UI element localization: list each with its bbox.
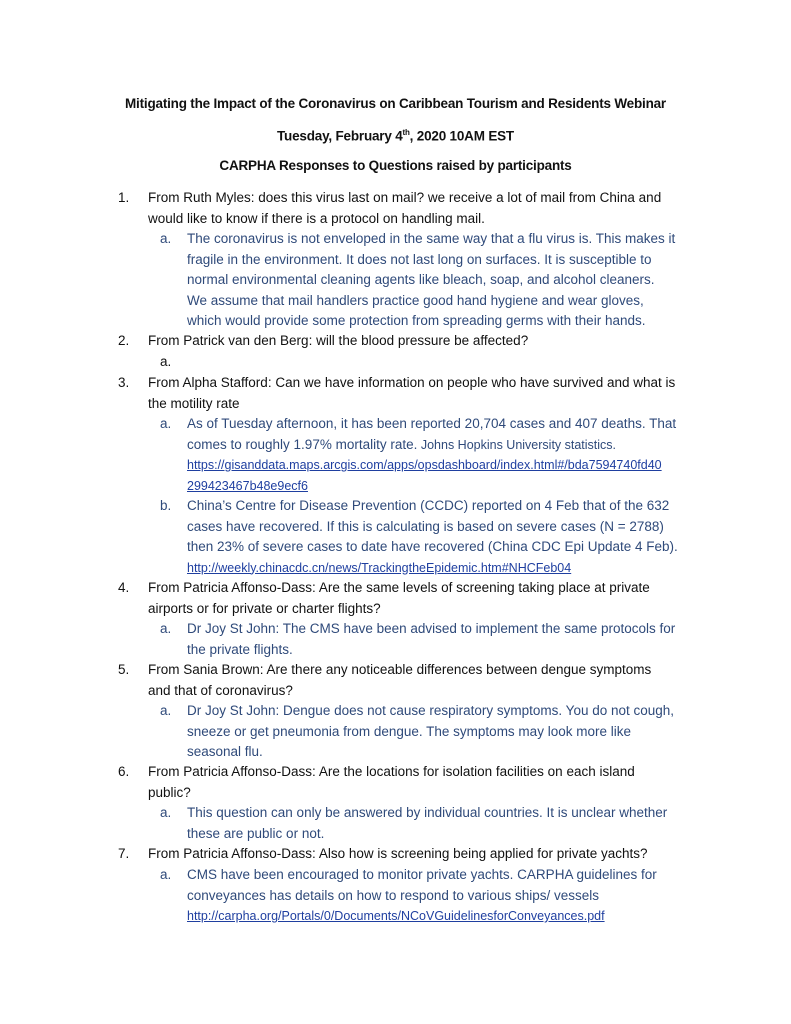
answer-line: The coronavirus is not enveloped in the same way that a flu virus is. This makes it [187,231,676,246]
answer-letter: b. [160,498,172,513]
answer-line: these are public or not. [187,825,325,841]
question-number: 4. [118,580,130,595]
question-line: public? [148,784,191,800]
answer-line: sneeze or get pneumonia from dengue. The symptoms may look more like [187,723,631,739]
answer-line: the private flights. [187,641,293,657]
answer-letter: a. [160,867,172,882]
jhu-dashboard-link[interactable]: https://gisanddata.maps.arcgis.com/apps/opsdashboard/index.html#/bda7594740fd40 [187,458,662,472]
question-number: 5. [118,662,130,677]
question-line: the motility rate [148,395,240,411]
answer-line: then 23% of severe cases to date have recovered (China CDC Epi Update 4 Feb). [187,539,678,554]
answer-letter: a. [160,703,172,718]
document-subtitle: CARPHA Responses to Questions raised by participants [219,158,572,173]
answer-text [187,865,717,927]
question-number: 7. [118,846,130,861]
answer-line-main: comes to roughly 1.97% mortality rate. [187,436,418,452]
answer-line: conveyances has details on how to respond to various ships/ vessels [187,887,599,903]
answer-letter: a. [160,231,172,246]
question-line: From Patricia Affonso-Dass: Also how is screening being applied for private yachts? [148,846,648,861]
question-line: and that of coronavirus? [148,682,293,698]
question-number: 2. [118,333,130,348]
question-line: From Sania Brown: Are there any noticeable differences between dengue symptoms [148,662,652,677]
china-cdc-link[interactable]: http://weekly.chinacdc.cn/news/TrackingtheEpidemic.htm#NHCFeb04 [187,560,572,575]
carpha-guidelines-link[interactable]: http://carpha.org/Portals/0/Documents/NCoVGuidelinesforConveyances.pdf [187,909,605,923]
answer-line: As of Tuesday afternoon, it has been reported 20,704 cases and 407 deaths. That [187,416,677,431]
date-suffix: , 2020 10AM EST [409,128,514,144]
answer-letter: a. [160,805,172,820]
question-text [148,188,738,229]
answer-letter: a. [160,354,172,369]
date-prefix: Tuesday, February 4 [277,128,403,144]
question-line: From Patricia Affonso-Dass: Are the locations for isolation facilities on each island [148,764,635,779]
question-line: would like to know if there is a protocol on handling mail. [148,210,485,226]
question-number: 3. [118,375,130,390]
answer-line: Dr Joy St John: The CMS have been advised to implement the same protocols for [187,621,676,636]
question-line: From Ruth Myles: does this virus last on mail? we receive a lot of mail from China and [148,190,662,205]
question-text [148,373,738,414]
question-text [148,578,738,619]
answer-text [187,496,717,578]
answer-text [187,229,717,332]
answer-text [187,701,717,763]
source-note: Johns Hopkins University statistics. [417,437,617,452]
answer-line: which would provide some protection from spreading germs with their hands. [187,313,646,328]
answer-line: normal environmental cleaning agents like bleach, soap, and alcohol cleaners. [187,272,655,287]
question-number: 6. [118,764,130,779]
question-line: airports or for private or charter flights? [148,600,381,616]
answer-text [187,619,717,660]
question-line: From Patrick van den Berg: will the blood pressure be affected? [148,333,529,348]
question-line: From Patricia Affonso-Dass: Are the same levels of screening taking place at private [148,580,650,595]
answer-line: China’s Centre for Disease Prevention (CCDC) reported on 4 Feb that of the 632 [187,498,670,513]
answer-line: This question can only be answered by individual countries. It is unclear whether [187,805,668,820]
question-line: From Alpha Stafford: Can we have information on people who have survived and what is [148,375,676,390]
answer-letter: a. [160,621,172,636]
answer-text [187,414,717,496]
answer-line [187,435,717,456]
question-number: 1. [118,190,130,205]
webinar-date [0,128,791,144]
answer-line: CMS have been encouraged to monitor private yachts. CARPHA guidelines for [187,867,657,882]
answer-line: cases have recovered. If this is calculating is based on severe cases (N = 2788) [187,518,664,534]
answer-line: Dr Joy St John: Dengue does not cause respiratory symptoms. You do not cough, [187,703,675,718]
document-title: Mitigating the Impact of the Coronavirus on Caribbean Tourism and Residents Webinar [125,96,666,111]
question-text [148,660,738,701]
answer-line: seasonal flu. [187,744,263,759]
date-suffix-sup: th [402,128,410,137]
question-text [148,762,738,803]
answer-text [187,803,717,844]
answer-line: We assume that mail handlers practice good hand hygiene and wear gloves, [187,292,644,308]
answer-line: fragile in the environment. It does not last long on surfaces. It is susceptible to [187,251,652,267]
jhu-dashboard-link-cont[interactable]: 299423467b48e9ecf6 [187,478,308,493]
question-text [148,844,738,865]
question-text [148,331,738,352]
answer-letter: a. [160,416,172,431]
